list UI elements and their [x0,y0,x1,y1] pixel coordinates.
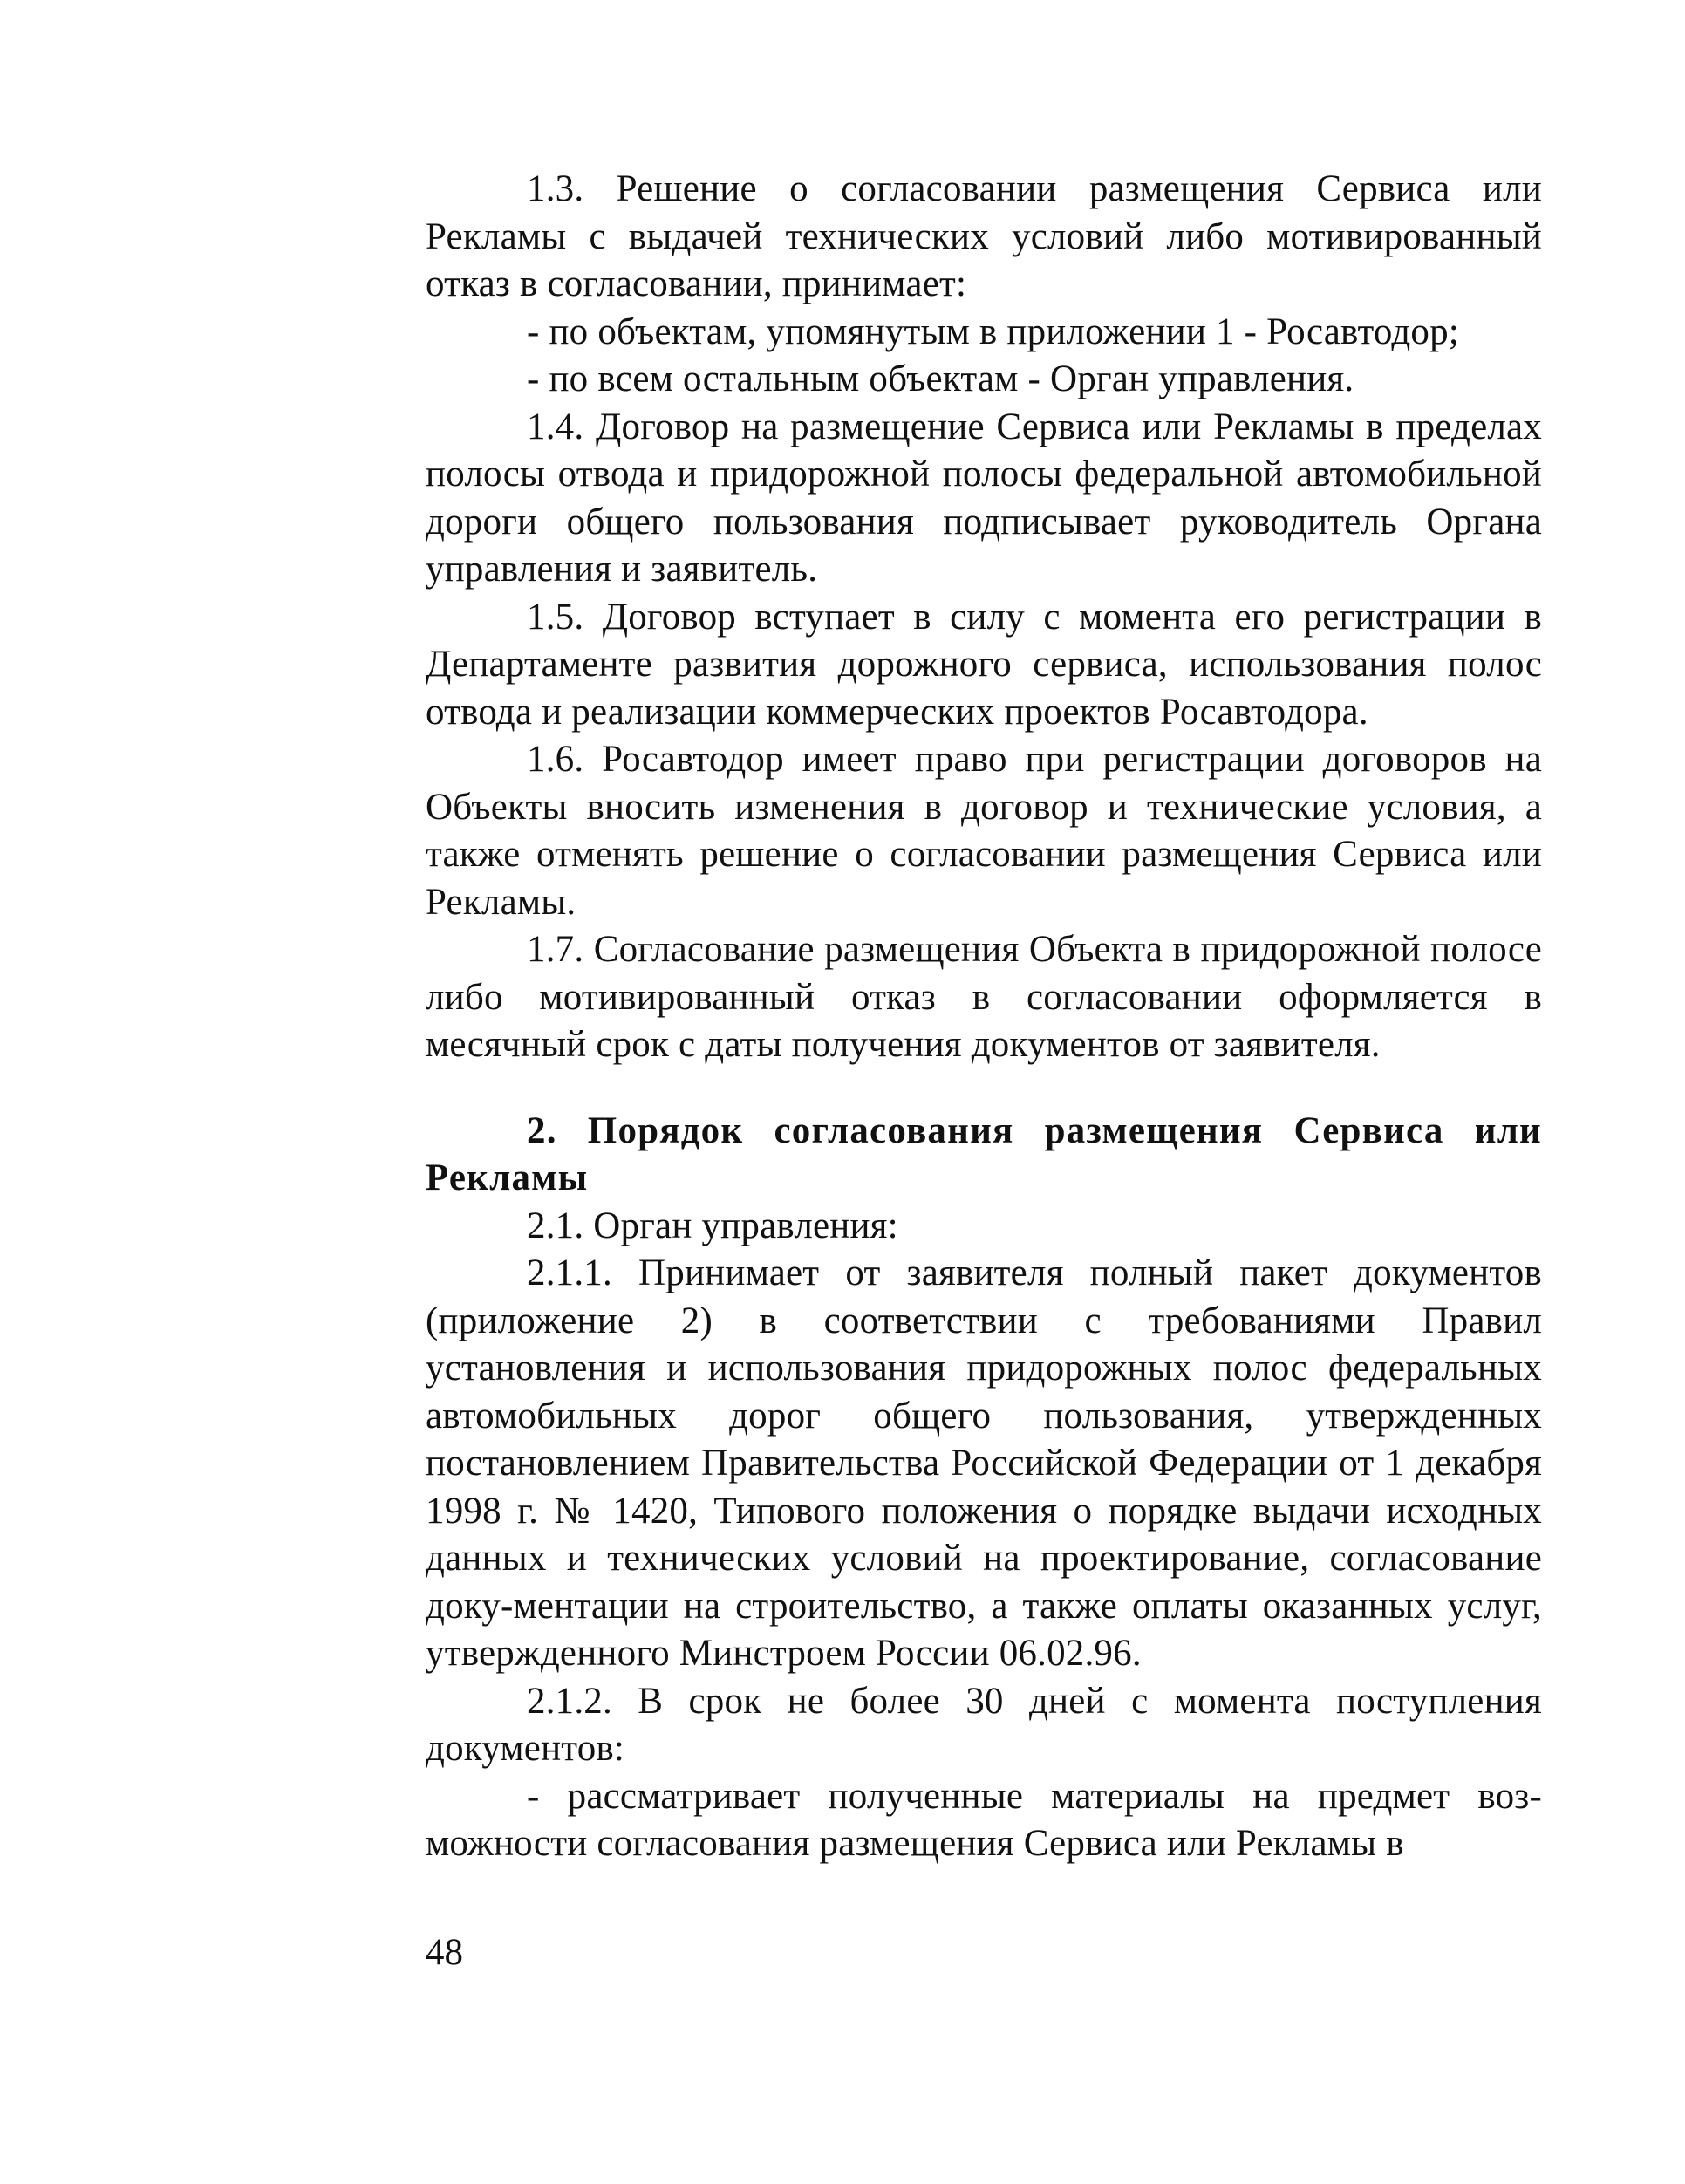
list-item-review: - рассматривает полученные материалы на предмет воз-можности согласования размещения Сервиса или Рекламы в [426,1775,1542,1864]
paragraph-1-3: 1.3. Решение о согласовании размещения Сервиса или Рекламы с выдачей технических условий либо мотивированный отказ в согласовании, принимает: [426,168,1542,304]
paragraph-1-4: 1.4. Договор на размещение Сервиса или Рекламы в пределах полосы отвода и придорожной полосы федеральной автомобильной дороги общего пользования подписывает руководитель Органа управления и заявитель. [426,406,1542,590]
paragraph-1-6: 1.6. Росавтодор имеет право при регистрации договоров на Объекты вносить изменения в договор и технические условия, а также отменять решение о согласовании размещения Сервиса или Рекламы. [426,739,1542,923]
paragraph-1-5: 1.5. Договор вступает в силу с момента его регистрации в Департаменте развития дорожного сервиса, использования полос отвода и реализации коммерческих проектов Росавтодора. [426,596,1542,733]
page-number: 48 [426,1932,463,1973]
section-heading: 2. Порядок согласования размещения Сервиса или Рекламы [426,1109,1542,1198]
paragraph-2-1-2: 2.1.2. В срок не более 30 дней с момента поступления документов: [426,1680,1542,1769]
list-item-organ: - по всем остальным объектам - Орган управления. [527,358,1354,399]
list-item-rosavtodor: - по объектам, упомянутым в приложении 1 - Росавтодор; [527,311,1459,352]
document-page [426,166,1542,2050]
paragraph-2-1-1: 2.1.1. Принимает от заявителя полный пакет документов (приложение 2) в соответствии с требованиями Правил установления и использования придорожных полос федеральных автомобильных дорог общего пользования, утвержденных постановлением Правительства Российской Федерации от 1 декабря 1998 г. № 1420, Типового положения о порядке выдачи исходных данных и технических условий на проектирование, согласование доку-ментации на строительство, а также оплаты оказанных услуг, утвержденного Минстроем России 06.02.96. [426,1252,1542,1674]
paragraph-2-1: 2.1. Орган управления: [527,1205,898,1246]
paragraph-1-7: 1.7. Согласование размещения Объекта в придорожной полосе либо мотивированный отказ в согласовании оформляется в месячный срок с даты получения документов от заявителя. [426,929,1542,1065]
